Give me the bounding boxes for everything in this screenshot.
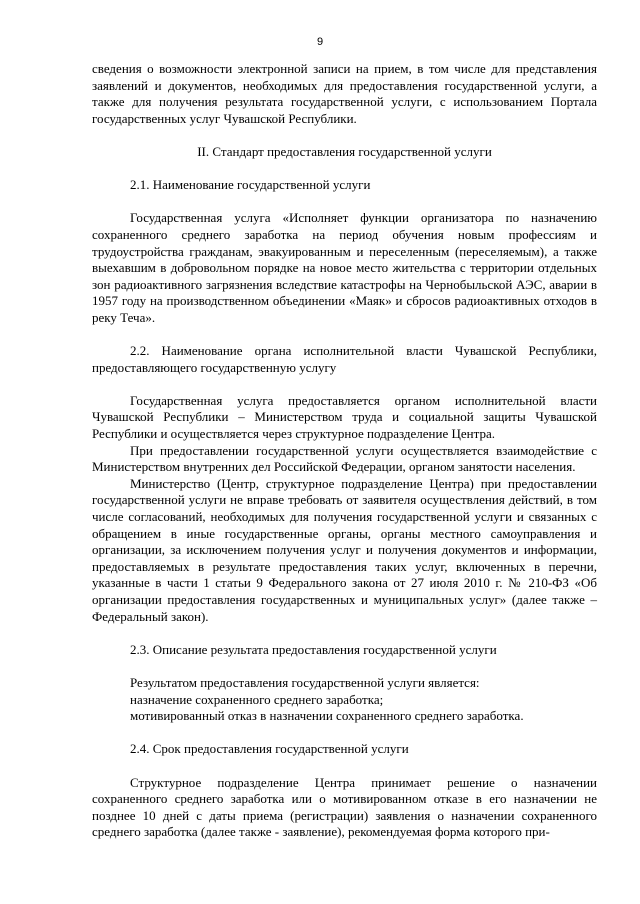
- paragraph-2-3-a: Результатом предоставления государственной услуги является:: [130, 674, 480, 690]
- paragraph-2-2-a: Государственная услуга предоставляется органом исполнительной власти Чувашской Республики – Министерством труда и социальной защиты Чувашской Республики и осуществляется через структурное подразделение Центра.: [92, 392, 597, 442]
- document-body: [92, 61, 597, 841]
- paragraph-2-3-c: мотивированный отказ в назначении сохраненного среднего заработка.: [130, 708, 524, 724]
- paragraph-2-4: Структурное подразделение Центра принимает решение о назначении сохраненного среднего заработка или о мотивированном отказе в его назначении не позднее 10 дней с даты приема (регистрации) заявления о назначении сохраненного среднего заработка (далее также - заявление), рекомендуемая форма которого при-: [92, 774, 597, 840]
- subsection-heading-2-3: 2.3. Описание результата предоставления государственной услуги: [130, 641, 497, 657]
- subsection-heading-2-2: 2.2. Наименование органа исполнительной власти Чувашской Республики, предоставляющего государственную услугу: [92, 343, 597, 375]
- subsection-heading-2-1: 2.1. Наименование государственной услуги: [130, 177, 371, 193]
- paragraph-2-2-b: При предоставлении государственной услуги осуществляется взаимодействие с Министерством внутренних дел Российской Федерации, органом занятости населения.: [92, 442, 597, 475]
- page-number: 9: [316, 36, 324, 48]
- paragraph-intro: сведения о возможности электронной записи на прием, в том числе для представления заявлений и документов, необходимых для предоставления государственной услуги, а также для получения результата государственной услуги, с использованием Портала государственных услуг Чувашской Республики.: [92, 61, 597, 126]
- subsection-heading-2-4: 2.4. Срок предоставления государственной услуги: [130, 741, 409, 757]
- paragraph-2-2-c: Министерство (Центр, структурное подразделение Центра) при предоставлении государственной услуги не вправе требовать от заявителя осуществления действий, в том числе согласований, необходимых для получения государственной услуги и связанных с обращением в иные государственные органы, органы местного самоуправления и организации, за исключением получения услуг и получения документов и информации, предоставляемых в результате предоставления таких услуг, включенных в перечни, указанные в части 1 статьи 9 Федерального закона от 27 июля 2010 г. № 210-ФЗ «Об организации предоставления государственных и муниципальных услуг» (далее также – Федеральный закон).: [92, 475, 597, 624]
- paragraph-2-3-b: назначение сохраненного среднего заработка;: [130, 691, 384, 707]
- paragraph-2-1: Государственная услуга «Исполняет функции организатора по назначению сохраненного среднего заработка на период обучения новым профессиям и трудоустройства гражданам, эвакуированным и переселенным (переселяемым), а также выехавшим в добровольном порядке на новое место жительства с территории отдельных зон радиоактивного загрязнения вследствие катастрофы на Чернобыльской АЭС, аварии в 1957 году на производственном объединении «Маяк» и сбросов радиоактивных отходов в реку Теча».: [92, 210, 597, 325]
- section-heading: II. Стандарт предоставления государственной услуги: [197, 143, 492, 159]
